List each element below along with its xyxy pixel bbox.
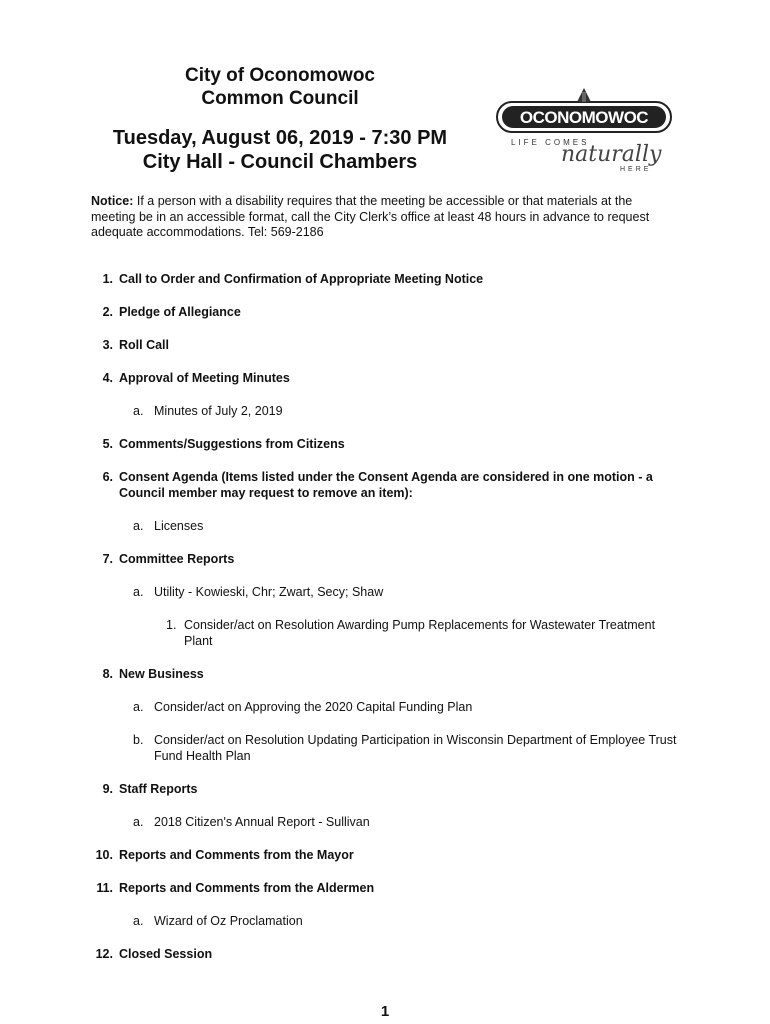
- subitem-text: 2018 Citizen's Annual Report - Sullivan: [154, 815, 370, 829]
- subitem-letter: a.: [133, 404, 144, 418]
- subitem-letter: a.: [133, 815, 144, 829]
- notice-label: Notice:: [91, 194, 134, 208]
- item-number: 3.: [102, 338, 113, 352]
- subitem-letter: b.: [133, 733, 144, 747]
- agenda-item: [91, 436, 681, 452]
- item-number: 4.: [102, 371, 113, 385]
- item-number: 11.: [96, 881, 113, 895]
- item-text: Call to Order and Confirmation of Appropriate Meeting Notice: [119, 272, 484, 286]
- item-number: 10.: [95, 848, 113, 862]
- agenda-item: [91, 847, 681, 863]
- agenda-item: [91, 666, 681, 682]
- item-text: Committee Reports: [119, 552, 235, 566]
- item-number: 6.: [102, 470, 113, 484]
- agenda-item: [91, 781, 681, 797]
- subitem-text: Minutes of July 2, 2019: [154, 404, 283, 418]
- agenda-list: [91, 271, 681, 979]
- logo-tagline-top: LIFE COMES: [511, 138, 590, 147]
- city-name: City of Oconomowoc: [185, 65, 375, 86]
- agenda-subitem: [91, 403, 681, 419]
- agenda-item: [91, 304, 681, 320]
- agenda-item: [91, 271, 681, 287]
- item-text: Staff Reports: [119, 782, 198, 796]
- subsubitem-text: Consider/act on Resolution Awarding Pump Replacements for Wastewater Treatment Plant: [184, 618, 656, 648]
- agenda-subitem: [91, 699, 681, 715]
- logo-tagline-bottom: HERE: [620, 166, 652, 173]
- subitem-text: Consider/act on Approving the 2020 Capital Funding Plan: [154, 700, 473, 714]
- subitem-text: Consider/act on Resolution Updating Participation in Wisconsin Department of Employee Trust Fund Health Plan: [154, 733, 677, 763]
- agenda-subitem: [91, 518, 681, 534]
- accessibility-notice: [91, 194, 671, 241]
- item-text: Approval of Meeting Minutes: [119, 371, 290, 385]
- city-logo: [495, 86, 673, 178]
- agenda-item: [91, 551, 681, 567]
- logo-badge-icon: [495, 86, 673, 138]
- subitem-letter: a.: [133, 585, 144, 599]
- subitem-letter: a.: [133, 700, 144, 714]
- agenda-item: [91, 469, 681, 501]
- subitem-text: Utility - Kowieski, Chr; Zwart, Secy; Shaw: [154, 585, 384, 599]
- meeting-date-time: Tuesday, August 06, 2019 - 7:30 PM: [112, 127, 448, 149]
- item-number: 8.: [102, 667, 113, 681]
- item-text: Reports and Comments from the Mayor: [119, 848, 354, 862]
- item-text: Consent Agenda (Items listed under the Consent Agenda are considered in one motion - a Council member may request to remove an item):: [119, 470, 653, 500]
- item-number: 7.: [102, 552, 113, 566]
- council-name: Common Council: [201, 88, 359, 109]
- item-number: 1.: [102, 272, 113, 286]
- agenda-subitem: [91, 814, 681, 830]
- logo-tagline-script: naturally: [561, 142, 662, 167]
- item-text: Roll Call: [119, 338, 170, 352]
- logo-wordmark: OCONOMOWOC: [519, 108, 649, 127]
- item-text: Reports and Comments from the Aldermen: [119, 881, 375, 895]
- subitem-letter: a.: [133, 519, 144, 533]
- subsubitem-number: 1.: [166, 618, 177, 632]
- item-text: Closed Session: [119, 947, 213, 961]
- agenda-item: [91, 946, 681, 962]
- subitem-text: Wizard of Oz Proclamation: [154, 914, 303, 928]
- meeting-header: [60, 64, 500, 174]
- item-number: 9.: [102, 782, 113, 796]
- agenda-subitem: [91, 732, 681, 764]
- item-text: Pledge of Allegiance: [119, 305, 241, 319]
- item-text: Comments/Suggestions from Citizens: [119, 437, 345, 451]
- meeting-location: City Hall - Council Chambers: [142, 151, 418, 173]
- item-text: New Business: [119, 667, 204, 681]
- item-number: 2.: [102, 305, 113, 319]
- item-number: 12.: [95, 947, 113, 961]
- agenda-item: [91, 880, 681, 896]
- agenda-subitem: [91, 913, 681, 929]
- page-number: 1: [380, 1003, 390, 1020]
- notice-text: If a person with a disability requires that the meeting be accessible or that materials at the meeting be in an accessible format, call the City Clerk’s office at least 48 hours in advance to request adequate accommodations. Tel: 569-2186: [91, 194, 650, 239]
- agenda-item: [91, 337, 681, 353]
- agenda-subsubitem: [91, 617, 681, 649]
- agenda-item: [91, 370, 681, 386]
- agenda-subitem: [91, 584, 681, 600]
- subitem-letter: a.: [133, 914, 144, 928]
- item-number: 5.: [102, 437, 113, 451]
- subitem-text: Licenses: [154, 519, 204, 533]
